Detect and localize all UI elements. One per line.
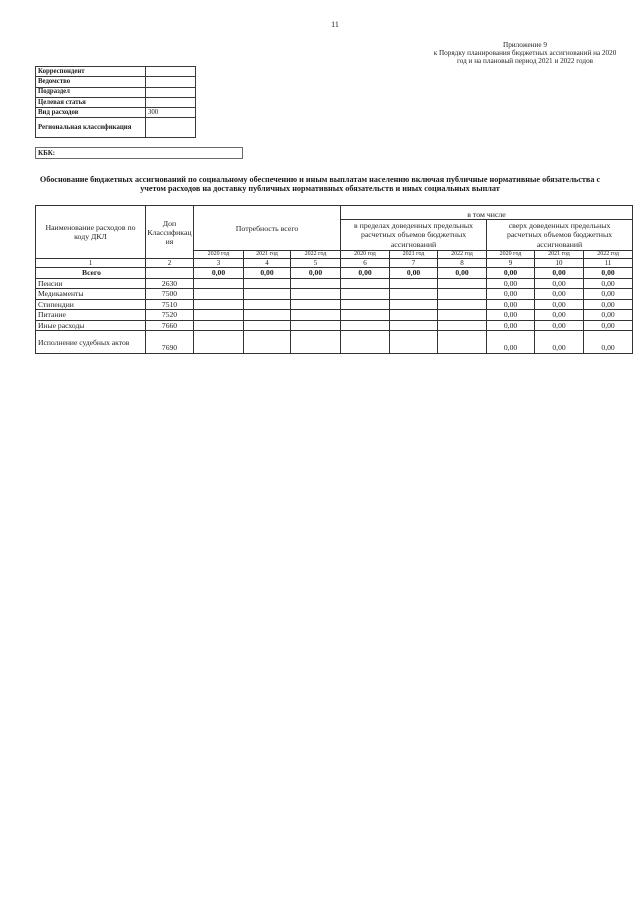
above-limits-value-cell: 0,00 (487, 331, 535, 354)
within-limits-value-cell (390, 331, 438, 354)
table-body (36, 268, 633, 354)
classification-value (146, 87, 196, 97)
above-limits-value-cell: 0,00 (487, 289, 535, 300)
table-row (36, 299, 633, 310)
row-code-cell: 2630 (146, 278, 194, 289)
within-limits-value-cell (438, 278, 487, 289)
column-number: 9 (487, 259, 535, 268)
above-limits-value-cell: 0,00 (535, 278, 584, 289)
classification-row (36, 87, 196, 97)
total-need-value-cell (194, 289, 244, 300)
within-limits-value-cell (390, 320, 438, 331)
total-need-value-cell (291, 331, 341, 354)
within-limits-value-cell (341, 278, 390, 289)
above-limits-value-cell: 0,00 (487, 310, 535, 321)
above-limits-value-cell: 0,00 (535, 331, 584, 354)
classification-value (146, 77, 196, 87)
table-row-total (36, 268, 633, 279)
header-year: 2021 год (535, 251, 584, 259)
row-name-cell: Пенсии (36, 278, 146, 289)
classification-label: Региональная классификация (36, 118, 146, 138)
title-line-1: Обоснование бюджетных ассигнований по социальному обеспечению и иным выплатам населению включая публичные нормативные обязательства с (39, 175, 601, 184)
row-code-cell: 7660 (146, 320, 194, 331)
header-above-limits: сверх доведенных предельных расчетных объемов бюджетных ассигнований (487, 220, 633, 251)
row-name-cell: Иные расходы (36, 320, 146, 331)
column-number: 10 (535, 259, 584, 268)
total-need-value-cell (291, 320, 341, 331)
row-name-cell: Исполнение судебных актов (36, 331, 146, 354)
column-number: 6 (341, 259, 390, 268)
total-need-value-cell (194, 299, 244, 310)
above-limits-value-cell: 0,00 (584, 299, 633, 310)
row-code-cell: 7510 (146, 299, 194, 310)
header-year: 2020 год (194, 251, 244, 259)
column-number: 1 (36, 259, 146, 268)
header-year: 2022 год (584, 251, 633, 259)
column-number: 7 (390, 259, 438, 268)
row-code-cell: 7500 (146, 289, 194, 300)
classification-value (146, 118, 196, 138)
within-limits-value-cell (438, 299, 487, 310)
header-row (36, 206, 633, 220)
total-need-value-cell (194, 320, 244, 331)
above-limits-value-cell: 0,00 (584, 331, 633, 354)
within-limits-value-cell (341, 299, 390, 310)
header-year: 2020 год (487, 251, 535, 259)
classification-row (36, 77, 196, 87)
header-expense-name: Наименование расходов по коду ДКЛ (36, 206, 146, 259)
appendix-line-1: Приложение 9 (503, 41, 547, 49)
above-limits-value-cell: 0,00 (487, 320, 535, 331)
column-number: 8 (438, 259, 487, 268)
appendix-reference (410, 41, 640, 65)
column-number: 11 (584, 259, 633, 268)
header-total-need: Потребность всего (194, 206, 341, 251)
classification-table (35, 66, 196, 138)
above-limits-value-cell: 0,00 (584, 289, 633, 300)
header-including: в том числе (341, 206, 633, 220)
total-need-value-cell (244, 320, 291, 331)
header-within-limits: в пределах доведенных предельных расчетных объемов бюджетных ассигнований (341, 220, 487, 251)
above-limits-value-cell: 0,00 (584, 320, 633, 331)
total-need-value-cell (291, 289, 341, 300)
column-number: 5 (291, 259, 341, 268)
table-row (36, 331, 633, 354)
classification-row (36, 118, 196, 138)
page-number: 11 (331, 20, 339, 29)
appendix-line-3: год и на плановый период 2021 и 2022 годов (456, 57, 594, 65)
header-year: 2022 год (291, 251, 341, 259)
above-limits-value-cell: 0,00 (487, 268, 535, 279)
within-limits-value-cell (390, 310, 438, 321)
within-limits-value-cell (390, 299, 438, 310)
total-need-value-cell: 0,00 (194, 268, 244, 279)
row-name-cell: Медикаменты (36, 289, 146, 300)
table-row (36, 289, 633, 300)
above-limits-value-cell: 0,00 (535, 299, 584, 310)
within-limits-value-cell (341, 320, 390, 331)
above-limits-value-cell: 0,00 (535, 320, 584, 331)
above-limits-value-cell: 0,00 (487, 278, 535, 289)
total-need-value-cell: 0,00 (244, 268, 291, 279)
classification-value (146, 97, 196, 107)
document-title (14, 175, 626, 193)
classification-label: Ведомство (36, 77, 146, 87)
row-code-cell (146, 268, 194, 279)
within-limits-value-cell (438, 320, 487, 331)
within-limits-value-cell (341, 289, 390, 300)
header-additional-classification: Доп Классификация (146, 206, 194, 259)
total-need-value-cell (291, 310, 341, 321)
above-limits-value-cell: 0,00 (584, 310, 633, 321)
column-number: 3 (194, 259, 244, 268)
classification-row (36, 97, 196, 107)
header-year: 2021 год (390, 251, 438, 259)
kbk-field (35, 147, 243, 159)
classification-label: Вид расходов (36, 108, 146, 118)
header-year: 2020 год (341, 251, 390, 259)
header-year: 2021 год (244, 251, 291, 259)
row-code-cell: 7690 (146, 331, 194, 354)
classification-label: Подраздел (36, 87, 146, 97)
column-number: 2 (146, 259, 194, 268)
within-limits-value-cell (438, 331, 487, 354)
within-limits-value-cell (341, 331, 390, 354)
total-need-value-cell (244, 289, 291, 300)
row-name-cell: Стипендии (36, 299, 146, 310)
row-name-cell: Питание (36, 310, 146, 321)
within-limits-value-cell: 0,00 (341, 268, 390, 279)
table-row (36, 320, 633, 331)
above-limits-value-cell: 0,00 (535, 268, 584, 279)
classification-label: Корреспондент (36, 67, 146, 77)
title-line-2: учетом расходов на доставку публичных нормативных обязательств и иных социальных выплат (140, 184, 500, 193)
total-need-value-cell (194, 331, 244, 354)
table-row (36, 278, 633, 289)
classification-value: 300 (146, 108, 196, 118)
above-limits-value-cell: 0,00 (584, 268, 633, 279)
total-need-value-cell: 0,00 (291, 268, 341, 279)
classification-value (146, 67, 196, 77)
total-need-value-cell (244, 278, 291, 289)
total-need-value-cell (244, 299, 291, 310)
total-need-value-cell (291, 299, 341, 310)
total-need-value-cell (244, 310, 291, 321)
total-need-value-cell (194, 278, 244, 289)
row-name-cell: Всего (36, 268, 146, 279)
total-need-value-cell (244, 331, 291, 354)
total-need-value-cell (291, 278, 341, 289)
within-limits-value-cell (390, 278, 438, 289)
within-limits-value-cell (438, 289, 487, 300)
above-limits-value-cell: 0,00 (535, 289, 584, 300)
above-limits-value-cell: 0,00 (487, 299, 535, 310)
within-limits-value-cell (390, 289, 438, 300)
within-limits-value-cell (438, 310, 487, 321)
within-limits-value-cell (341, 310, 390, 321)
appendix-line-2: к Порядку планирования бюджетных ассигнований на 2020 (433, 49, 617, 57)
table-row (36, 310, 633, 321)
classification-row (36, 67, 196, 77)
classification-label: Целевая статья (36, 97, 146, 107)
within-limits-value-cell: 0,00 (438, 268, 487, 279)
kbk-label: КБК: (38, 149, 56, 157)
total-need-value-cell (194, 310, 244, 321)
above-limits-value-cell: 0,00 (535, 310, 584, 321)
budget-justification-table (35, 205, 633, 354)
header-column-numbers-row (36, 259, 633, 268)
within-limits-value-cell: 0,00 (390, 268, 438, 279)
column-number: 4 (244, 259, 291, 268)
above-limits-value-cell: 0,00 (584, 278, 633, 289)
header-year: 2022 год (438, 251, 487, 259)
row-code-cell: 7520 (146, 310, 194, 321)
classification-row (36, 108, 196, 118)
